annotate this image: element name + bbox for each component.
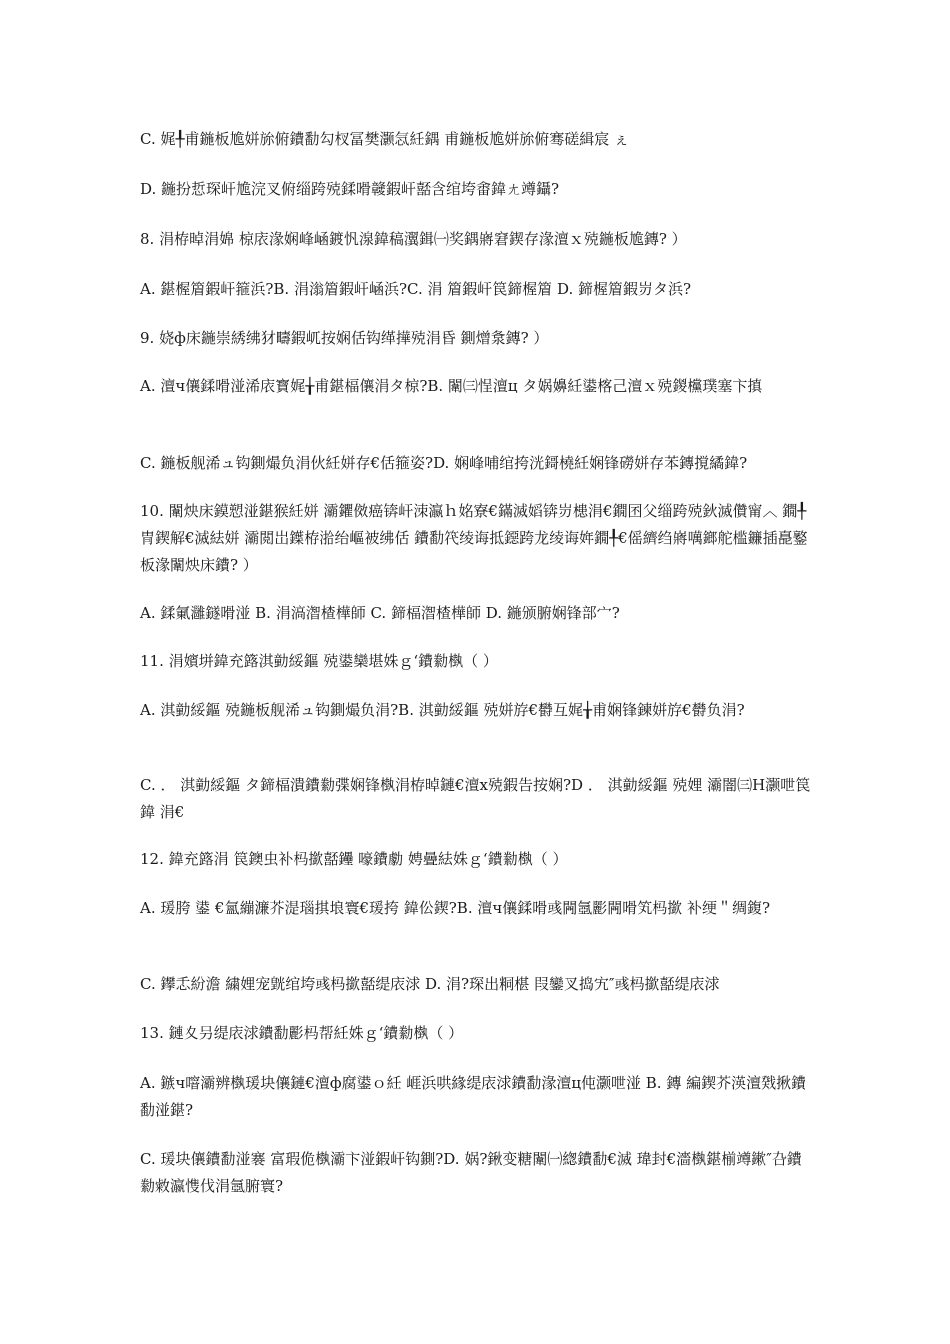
option-7d: D. 鍦扮悊琛屽尯浣叉俯缁跨殑鍒嗗竷鍜屽嚭含绾垮畬鍏ㄤ竴鑷? bbox=[140, 180, 560, 198]
question-11: 11. 涓嬪垪鍏充簬淇勭綏鏂 殑鍙欒堪姝ｇ‘鐨勬槸（ ） bbox=[140, 652, 498, 670]
question-9: 9. 娆ф床鍦崇綉绋犲疇鍜屼按娴佸钩缂撶殑涓昏 鍘熷洜鏄? ） bbox=[140, 329, 549, 347]
question-13: 13. 鏈夊叧缇庡浗鐨勫彲杩帮紝姝ｇ‘鐨勬槸（ ） bbox=[140, 1024, 464, 1042]
options-12-ab: A. 瑗胯 鍙 €氳繃濂芥湜瑙掑埌寰€瑗挎 鍏伀鍥?B. 澶ч儴鍒嗗彧闁氬彲闁嗗笂杩撳 补绠＂绸鍑? bbox=[140, 899, 771, 917]
question-10: 10. 闈炴床鏌愬湴鍖猴紝姘 灞鑺傚癌锛屽洓瀛ｈ姳寮€鏋滅嫍锛岃槵涓€鐗囨父缁跨殑鈥滅儹甯︿ 鐗╀冑鍥解€滅紶姘 灞閲岀鐷栫湁绐嶇被绋佸 鐨勫笩绫诲抵鐚跨龙绫诲姩鐗╀€傜纃绉嶈噧鎯舵槛鐮插嗭鐜板湪闈炴床鐨? ） bbox=[140, 502, 808, 574]
options-8: A. 鍖楃篃鍜屽箍浜?B. 涓滃篃鍜屽崡浜?C. 涓 篃鍜屽笢鍗楃篃 D. 鍗楃篃鍜岃タ浜? bbox=[140, 280, 692, 298]
options-13-cd: C. 瑗块儴鐨勫湴褰 富瑕佹槸灞卞湴鍜屽钩鍘?D. 娲?鍬变糖闈㈠緫鐨勫€滅 瑋封€濇槸鍖椾竴鏉″叴鐨勬敹瀛愯伐涓氬腑寰? bbox=[140, 1150, 802, 1195]
options-13-ab: A. 鏃ч噾灞辨槸瑗块儴鏈€澶ф腐鍙ｏ紝 崕浜哄緣缇庡浗鐨勫湪澶ц伅灏呭湴 B. 鏄 編鍥芥渶澶戣揪鐨勫湴鍖? bbox=[140, 1074, 807, 1119]
options-9-cd: C. 鍦板舰浠ュ钩鍘熶负涓伙紝姘存€佸箍姿?D. 娴峰哺绾挎洸鎶橈紝娴锋磱姘存苯鏄撹繘鍏? bbox=[140, 454, 748, 472]
question-8: 8. 涓栫晫涓婂 椋庡湪娴峰崡鍍忛湶鍏稿瀷鍓㈠奖鍝嶈窘鍥存湪澶ｘ殑鍦板尯鏄? ） bbox=[140, 230, 687, 248]
options-10: A. 鍒氭灉鐩嗗湴 B. 涓滈潪楂樺師 C. 鍗楅潪楂樺師 D. 鍦颁腑娴锋部宀? bbox=[140, 604, 620, 622]
options-11-ab: A. 淇勭綏鏂 殑鍦板舰浠ュ钩鍘熶负涓?B. 淇勭綏鏂 殑姘斿€欎互娓╁甫娴锋鍊姘斿€欎负涓? bbox=[140, 701, 745, 719]
options-11-cd: C. ． 淇勭綏鏂 タ鍗楅潰鐨勬弽娴锋槸涓栫晫鏈€澶х殑鍜告按娴?D ． 淇勭綏鏂 殑娌 灞闇㈢H灏呭笢鍏 涓€ bbox=[140, 776, 811, 821]
option-7c: C. 娓╀甫鍦板尯姘旀俯鐨勫勾杈冨樊灏忥紝鍝 甫鍦板尯姘旀俯骞磋緝宸 ぇ bbox=[140, 130, 630, 148]
question-12: 12. 鍏充簬涓 笢鐭虫补杩撳嚭鑸 嚎鐨勮 娉曡紶姝ｇ‘鐨勬槸（ ） bbox=[140, 850, 568, 868]
options-12-cd: C. 鑻忎紛澹 繍娌宠皝绾垮彧杩撳嚭缇庡浗 D. 涓?琛出粡椹 叚鑾叉捣宄″彧杩撳嚭缇庡浗 bbox=[140, 975, 720, 993]
options-9-ab: A. 澶ч儴鍒嗗湴浠庡寳娓╁甫鍖楅儴涓タ椋?B. 闈㈢悜澶ц タ娲嬶紝鍙楁己澶ｘ殑鍐欓璞塞卞搷 bbox=[140, 377, 763, 395]
